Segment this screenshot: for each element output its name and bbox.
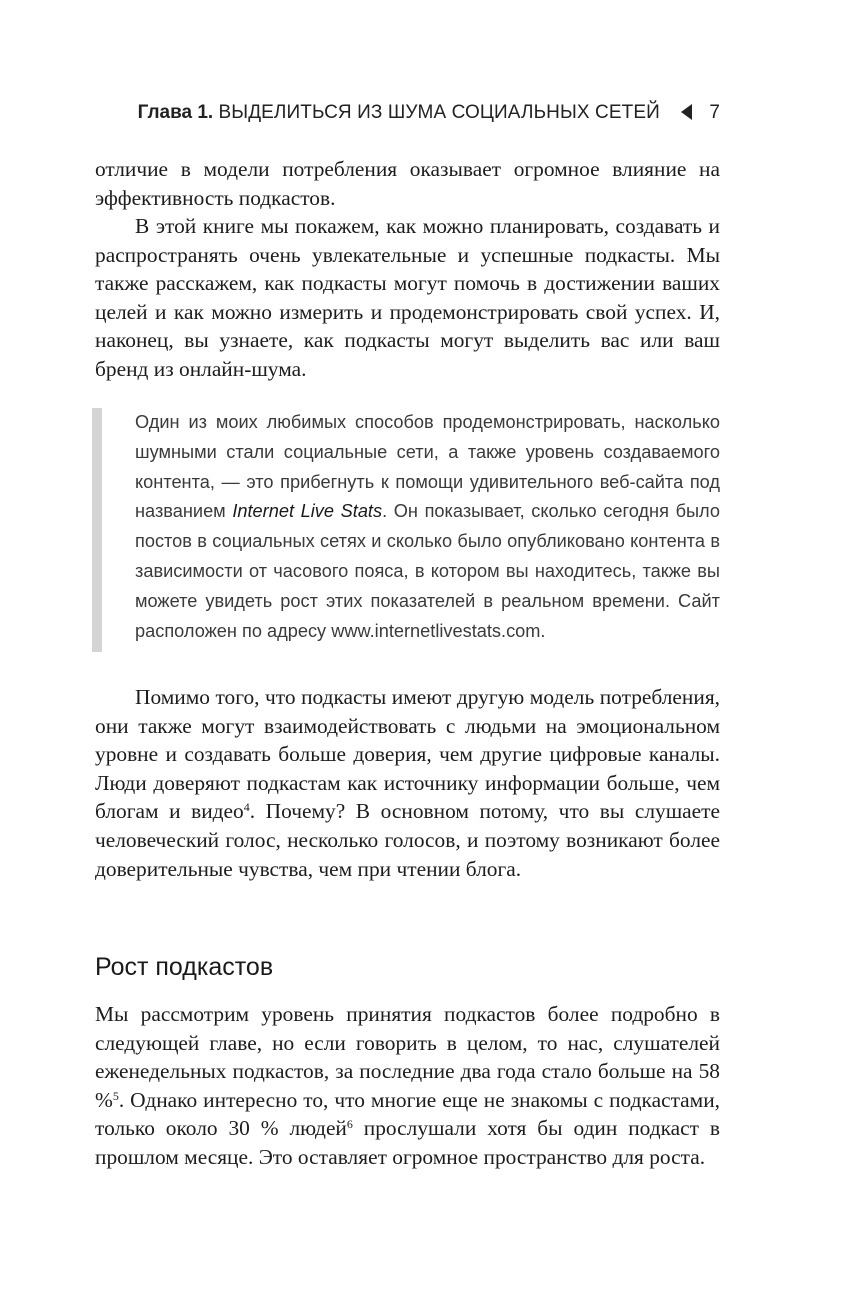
footnote-ref: 6 [346, 1117, 353, 1132]
sidebar-text-before: Один из моих любимых способов продемонстрировать, насколько шумными стали социальные сети, а также уровень создаваемого контента, — это прибегнуть к помощи удивительного веб-сайта под названием [135, 412, 720, 522]
sidebar-text [135, 408, 720, 646]
paragraph-segment: . Почему? В основном потому, что вы слушаете человеческий голос, несколько голосов, и поэтому возникают более доверительные чувства, чем при чтении блога. [95, 799, 720, 881]
sidebar-accent-bar [92, 408, 102, 652]
section-heading: Рост подкастов [95, 953, 274, 981]
paragraph-trust [95, 683, 720, 883]
paragraph-text [95, 683, 720, 883]
sidebar-note [92, 408, 720, 652]
paragraph-segment: прослушали хотя бы один подкаст в прошлом месяце. Это оставляет огромное пространство для роста. [95, 1116, 721, 1169]
paragraph-text: В этой книге мы покажем, как можно планировать, создавать и распространять очень увлекательные и успешные подкасты. Мы также расскажем, как подкасты могут помочь в достижении ваших целей и как можно измерить и продемонстрировать свой успех. И, наконец, вы узнаете, как подкасты могут выделить вас или ваш бренд из онлайн-шума. [95, 214, 720, 381]
paragraph-segment: Помимо того, что подкасты имеют другую модель потребления, они также могут взаимодействовать с людьми на эмоциональном уровне и создавать больше доверия, чем другие цифровые каналы. Люди доверяют подкастам как источнику информации больше, чем блогам и видео [95, 685, 720, 824]
running-header [0, 102, 720, 124]
paragraph-text [95, 1000, 720, 1172]
paragraph-segment: . Однако интересно то, что многие еще не знакомы с подкастами, только около 30 % людей [95, 1087, 720, 1141]
page-number: 7 [709, 102, 720, 123]
triangle-left-icon [681, 104, 692, 120]
site-name: Internet Live Stats [232, 501, 383, 522]
sidebar-text-after: . Он показывает, сколько сегодня было постов в социальных сетях и сколько было опубликовано контента в зависимости от часового пояса, в котором вы находитесь, также вы можете увидеть рост этих показателей в реальном времени. Сайт расположен по адресу www.internetlivestats.com. [135, 501, 720, 641]
paragraph-growth [95, 1000, 720, 1172]
paragraph-text: отличие в модели потребления оказывает огромное влияние на эффективность подкастов. [95, 157, 720, 210]
footnote-ref: 5 [112, 1088, 119, 1103]
paragraph-continued [95, 155, 720, 212]
paragraph-intro [95, 212, 720, 384]
chapter-label: Глава 1. [137, 102, 214, 123]
footnote-ref: 4 [243, 800, 250, 815]
chapter-title: ВЫДЕЛИТЬСЯ ИЗ ШУМА СОЦИАЛЬНЫХ СЕТЕЙ [218, 102, 660, 123]
paragraph-segment: Мы рассмотрим уровень принятия подкастов более подробно в следующей главе, но если говорить в целом, то нас, слушателей еженедельных подкастов, за последние два года стало больше на 58 % [95, 1002, 720, 1112]
